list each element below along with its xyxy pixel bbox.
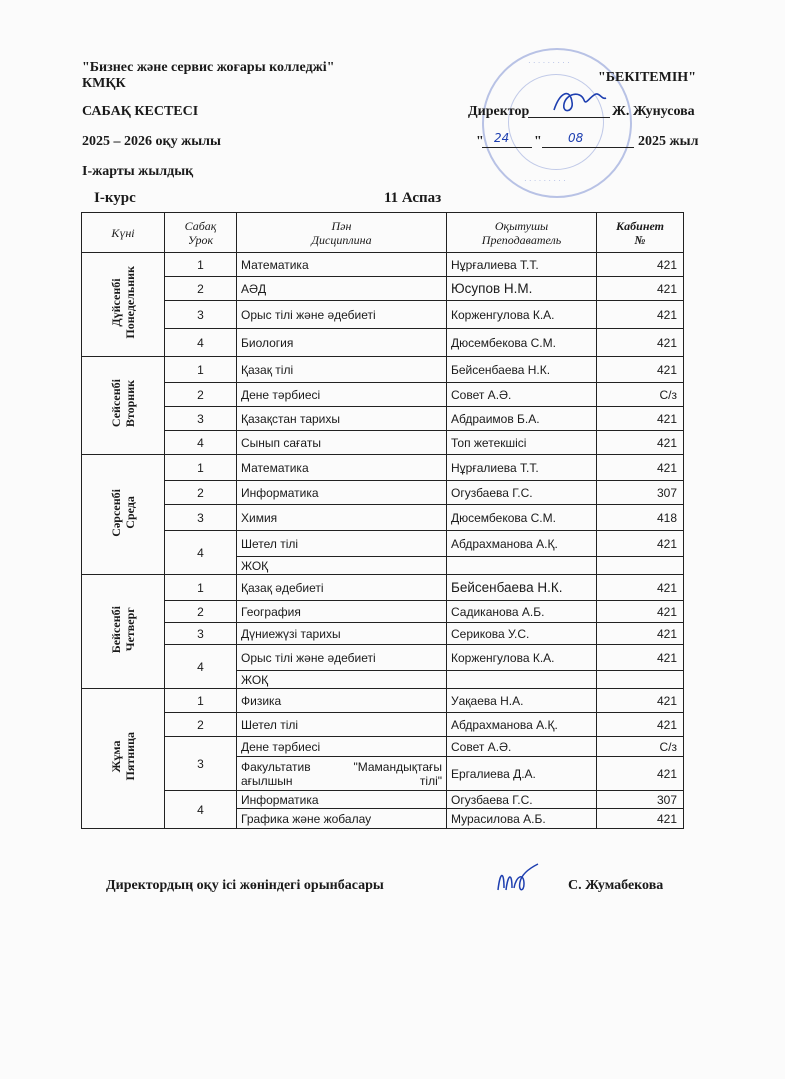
date-day: 24 [494, 131, 510, 145]
table-row: 4 Орыс тілі және әдебиеті Корженгулова К.А. 421 [82, 645, 684, 671]
column-header-lesson: Сабақ Урок [165, 213, 237, 253]
column-header-room: Кабинет № [597, 213, 684, 253]
approve-label: "БЕКІТЕМІН" [598, 70, 696, 85]
table-row: Графика және жобалау Мурасилова А.Б. 421 [82, 809, 684, 829]
academic-year: 2025 – 2026 оқу жылы [82, 134, 221, 149]
table-row: 4 Биология Дюсембекова С.М. 421 [82, 329, 684, 357]
institution-name: "Бизнес және сервис жоғары колледжі" [82, 60, 335, 75]
table-row: Дүйсенбі Понедельник 1 Математика Нұрғалиева Т.Т. 421 [82, 253, 684, 277]
table-row: 4 Шетел тілі Абдрахманова А.Қ. 421 [82, 531, 684, 557]
institution-type: КМҚК [82, 76, 126, 91]
table-row: 3 Дене тәрбиесі Совет А.Ә. С/з [82, 737, 684, 757]
date-month: 08 [568, 131, 584, 145]
day-cell-friday: Жұма Пятница [82, 689, 165, 829]
table-row: 3 Орыс тілі және әдебиеті Корженгулова К.А. 421 [82, 301, 684, 329]
date-year: 2025 жыл [638, 134, 699, 149]
table-row: 2 Информатика Огузбаева Г.С. 307 [82, 481, 684, 505]
day-cell-thursday: Бейсенбі Четверг [82, 575, 165, 689]
table-row: Сәрсенбі Среда 1 Математика Нұрғалиева Т.Т. 421 [82, 455, 684, 481]
day-cell-tuesday: Сейсенбі Вторник [82, 357, 165, 455]
table-row: 2 География Садиканова А.Б. 421 [82, 601, 684, 623]
deputy-name: С. Жумабекова [568, 878, 664, 893]
table-row: 2 Шетел тілі Абдрахманова А.Қ. 421 [82, 713, 684, 737]
table-row: 3 Қазақстан тарихы Абдраимов Б.А. 421 [82, 407, 684, 431]
deputy-signature [494, 862, 544, 902]
table-row: 4 Информатика Огузбаева Г.С. 307 [82, 791, 684, 809]
course-label: І-курс [94, 190, 136, 206]
director-signature [550, 84, 610, 125]
column-header-subject: Пән Дисциплина [237, 213, 447, 253]
table-row: 3 Химия Дюсембекова С.М. 418 [82, 505, 684, 531]
table-row: Жұма Пятница 1 Физика Уақаева Н.А. 421 [82, 689, 684, 713]
page-title: САБАҚ КЕСТЕСІ [82, 104, 199, 119]
table-row: Факультатив "Мамандықтағы ағылшын тілі" Ергалиева Д.А. 421 [82, 757, 684, 791]
official-seal: · · · · · · · · · · · · · · · · · · [482, 48, 632, 198]
deputy-label: Директордың оқу ісі жөніндегі орынбасары [106, 878, 384, 893]
day-cell-wednesday: Сәрсенбі Среда [82, 455, 165, 575]
director-label: Директор [468, 104, 530, 119]
table-row: 2 Дене тәрбиесі Совет А.Ә. С/з [82, 383, 684, 407]
schedule-table [81, 212, 684, 829]
table-row: 2 АӘД Юсупов Н.М. 421 [82, 277, 684, 301]
table-row: Сейсенбі Вторник 1 Қазақ тілі Бейсенбаева Н.К. 421 [82, 357, 684, 383]
column-header-day: Күні [82, 213, 165, 253]
semester: І-жарты жылдық [82, 164, 194, 179]
day-cell-monday: Дүйсенбі Понедельник [82, 253, 165, 357]
table-row: ЖОҚ [82, 557, 684, 575]
table-row: Бейсенбі Четверг 1 Қазақ әдебиеті Бейсенбаева Н.К. 421 [82, 575, 684, 601]
table-row: ЖОҚ [82, 671, 684, 689]
director-name: Ж. Жунусова [612, 104, 695, 119]
group-label: 11 Аспаз [384, 190, 442, 206]
column-header-teacher: Оқытушы Преподаватель [447, 213, 597, 253]
table-row: 3 Дүниежүзі тарихы Серикова У.С. 421 [82, 623, 684, 645]
table-row: 4 Сынып сағаты Топ жетекшісі 421 [82, 431, 684, 455]
